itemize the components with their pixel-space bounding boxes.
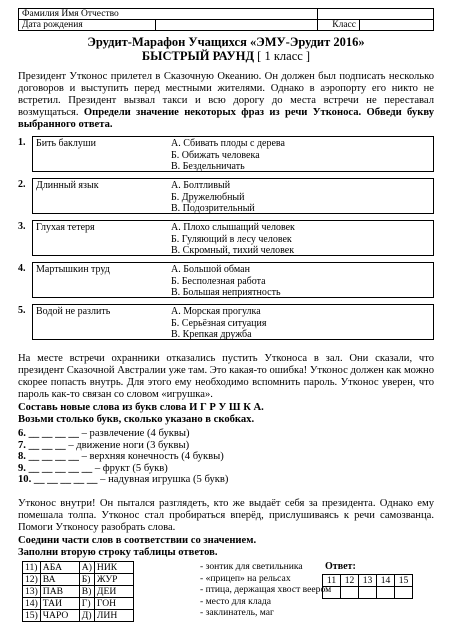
answer-options xyxy=(171,180,255,215)
answer-col-header: 13 xyxy=(359,575,377,587)
left-part: ТАИ xyxy=(40,598,79,610)
option-a[interactable]: А. Сбивать плоды с дерева xyxy=(171,138,285,149)
question-box xyxy=(32,136,434,172)
meaning: - место для клада xyxy=(200,595,272,607)
answer-table xyxy=(322,574,413,599)
word-task-8 xyxy=(18,451,434,463)
answer-options xyxy=(171,222,295,257)
answer-blanks[interactable]: __ __ __ __ xyxy=(28,428,79,439)
match-num: 13) xyxy=(23,586,41,598)
option-b[interactable]: Б. Обижать человека xyxy=(171,149,260,161)
word-task-9 xyxy=(18,463,434,475)
option-c[interactable]: В. Скромный, тихий человек xyxy=(171,245,295,256)
word-task-7 xyxy=(18,440,434,452)
option-b[interactable]: Б. Дружелюбный xyxy=(171,191,245,203)
meaning: - заклинатель, маг xyxy=(200,607,274,619)
match-row xyxy=(23,610,134,622)
answer-blanks[interactable]: __ __ __ xyxy=(28,439,66,451)
match-num: 11) xyxy=(23,562,41,574)
intro-paragraph xyxy=(18,71,434,131)
option-b[interactable]: Б. Гуляющий в лесу человек xyxy=(171,233,292,245)
class-label: Класс xyxy=(318,20,360,31)
answer-cell[interactable] xyxy=(359,587,377,599)
question-1 xyxy=(18,136,434,176)
task-number: 10. xyxy=(18,474,32,485)
question-number: 1. xyxy=(18,137,26,148)
round-name: БЫСТРЫЙ РАУНД xyxy=(141,49,255,63)
word-parts-table xyxy=(22,561,134,622)
question-box xyxy=(32,304,434,340)
task-number: 8. xyxy=(18,451,26,462)
right-part: ЛИН xyxy=(94,610,133,622)
option-a[interactable]: А. Морская прогулка xyxy=(171,306,261,317)
answer-options xyxy=(171,264,281,299)
question-phrase: Бить баклуши xyxy=(36,138,96,149)
match-letter: Д) xyxy=(79,610,94,622)
question-3 xyxy=(18,220,434,260)
question-number: 2. xyxy=(18,179,26,190)
match-num: 14) xyxy=(23,598,41,610)
answer-options xyxy=(171,306,266,341)
match-row xyxy=(23,586,134,598)
option-c[interactable]: В. Бездельничать xyxy=(171,161,245,172)
left-part: ЧАРО xyxy=(40,610,79,622)
answer-header-row xyxy=(323,575,413,587)
grade-level: [ 1 класс ] xyxy=(257,49,311,63)
match-row xyxy=(23,562,134,574)
answer-cell[interactable] xyxy=(341,587,359,599)
answer-col-header: 14 xyxy=(377,575,395,587)
answer-blanks[interactable]: __ __ __ __ xyxy=(28,451,79,462)
word-tasks-list xyxy=(18,428,434,486)
part2-paragraph: На месте встречи охранники отказались пустить Утконоса в зал. Они сказали, что президент Сказочной Австралии уже там. Это какая-то ошибка! Утконос должен как можно скорее попасть внутрь. Для этого ему необходимо вспомнить пароль. Утконос уверен, что пароль как-то связан со словом «игрушка». xyxy=(18,353,434,400)
question-box xyxy=(32,262,434,298)
task-hint: – верхняя конечность (4 буквы) xyxy=(81,451,224,462)
task-hint: – развлечение (4 буквы) xyxy=(81,428,190,439)
option-b[interactable]: Б. Серьёзная ситуация xyxy=(171,317,267,329)
answer-blanks[interactable]: __ __ __ __ __ xyxy=(33,474,98,485)
meaning: - зонтик для светильника xyxy=(200,561,303,572)
match-letter: А) xyxy=(79,562,94,574)
task-hint: – надувная игрушка (5 букв) xyxy=(100,474,229,485)
option-c[interactable]: В. Подозрительный xyxy=(171,203,255,214)
right-part: ДЕИ xyxy=(94,586,133,598)
answer-input-row xyxy=(323,587,413,599)
intro-text: Президент Утконос прилетел в Сказочную Океанию. Он должен был подписать несколько договоров и выступить перед местными жителями. Однако в аэропорту его никто не встретил. Президент вызвал такси и всю дорогу до места встречи не переставал возмущаться. xyxy=(18,71,434,118)
answer-label: Ответ: xyxy=(325,561,356,572)
match-num: 15) xyxy=(23,610,41,622)
part3-task-match: Соедини части слов в соответствии со значением. xyxy=(18,535,257,546)
question-phrase: Глухая тетеря xyxy=(36,222,95,233)
right-part: НИК xyxy=(94,562,133,574)
option-c[interactable]: В. Крепкая дружба xyxy=(171,329,252,340)
part3-task-fill: Заполни вторую строку таблицы ответов. xyxy=(18,547,218,558)
option-c[interactable]: В. Большая неприятность xyxy=(171,287,281,298)
left-part: ПАВ xyxy=(40,586,79,598)
student-info-table xyxy=(18,8,434,31)
answer-options xyxy=(171,138,285,173)
answer-blanks[interactable]: __ __ __ __ __ xyxy=(28,462,93,474)
option-a[interactable]: А. Плохо слышащий человек xyxy=(171,222,295,233)
class-field[interactable] xyxy=(360,20,434,31)
task-hint: – движение ноги (3 буквы) xyxy=(68,439,190,451)
question-phrase: Мартышкин труд xyxy=(36,264,110,275)
right-part: ЖУР xyxy=(94,574,133,586)
question-phrase: Водой не разлить xyxy=(36,306,111,317)
question-5 xyxy=(18,304,434,344)
part3-paragraph: Утконос внутри! Он пытался разглядеть, кто же выдаёт себя за президента. Однако ему помешала толпа. Утконос стал пробираться вперёд, прислушиваясь к речи самозванца. Помоги Утконосу разобрать слова. xyxy=(18,498,434,533)
question-4 xyxy=(18,262,434,302)
dob-label: Дата рождения xyxy=(19,20,156,31)
name-label: Фамилия Имя Отчество xyxy=(19,9,318,20)
intro-task: Определи значение некоторых фраз из речи Утконоса. Обведи букву выбранного ответа. xyxy=(18,107,434,130)
task-number: 7. xyxy=(18,439,26,451)
part2-task-letters: Возьми столько букв, сколько указано в скобках. xyxy=(18,414,255,425)
match-letter: Б) xyxy=(79,574,94,586)
question-number: 4. xyxy=(18,263,26,274)
answer-cell[interactable] xyxy=(323,587,341,599)
round-title xyxy=(18,50,434,63)
part2-task-compose: Составь новые слова из букв слова И Г Р У Ш К А. xyxy=(18,402,264,413)
option-a[interactable]: А. Большой обман xyxy=(171,264,250,275)
question-box xyxy=(32,178,434,214)
match-row xyxy=(23,598,134,610)
match-letter: В) xyxy=(79,586,94,598)
match-letter: Г) xyxy=(79,598,94,610)
question-number: 5. xyxy=(18,305,26,316)
contest-title: Эрудит-Марафон Учащихся «ЭМУ-Эрудит 2016» xyxy=(87,35,365,49)
match-num: 12) xyxy=(23,574,41,586)
left-part: ВА xyxy=(40,574,79,586)
question-box xyxy=(32,220,434,256)
dob-field[interactable] xyxy=(156,20,318,31)
task-number: 9. xyxy=(18,462,26,474)
option-a[interactable]: А. Болтливый xyxy=(171,180,231,191)
option-b[interactable]: Б. Бесполезная работа xyxy=(171,275,266,287)
answer-cell[interactable] xyxy=(377,587,395,599)
meanings-list xyxy=(200,561,331,619)
task-number: 6. xyxy=(18,428,26,439)
word-task-6 xyxy=(18,428,434,440)
task-hint: – фрукт (5 букв) xyxy=(94,462,168,474)
answer-col-header: 11 xyxy=(323,575,341,587)
answer-col-header: 12 xyxy=(341,575,359,587)
left-part: АБА xyxy=(40,562,79,574)
right-part: ГОН xyxy=(94,598,133,610)
question-2 xyxy=(18,178,434,218)
question-number: 3. xyxy=(18,221,26,232)
answer-col-header: 15 xyxy=(395,575,413,587)
name-field[interactable] xyxy=(318,9,434,20)
question-phrase: Длинный язык xyxy=(36,180,99,191)
answer-cell[interactable] xyxy=(395,587,413,599)
match-row xyxy=(23,574,134,586)
meaning: - птица, держащая хвост веером xyxy=(200,584,332,596)
word-task-10 xyxy=(18,474,434,486)
meaning: - «прицеп» на рельсах xyxy=(200,572,291,584)
